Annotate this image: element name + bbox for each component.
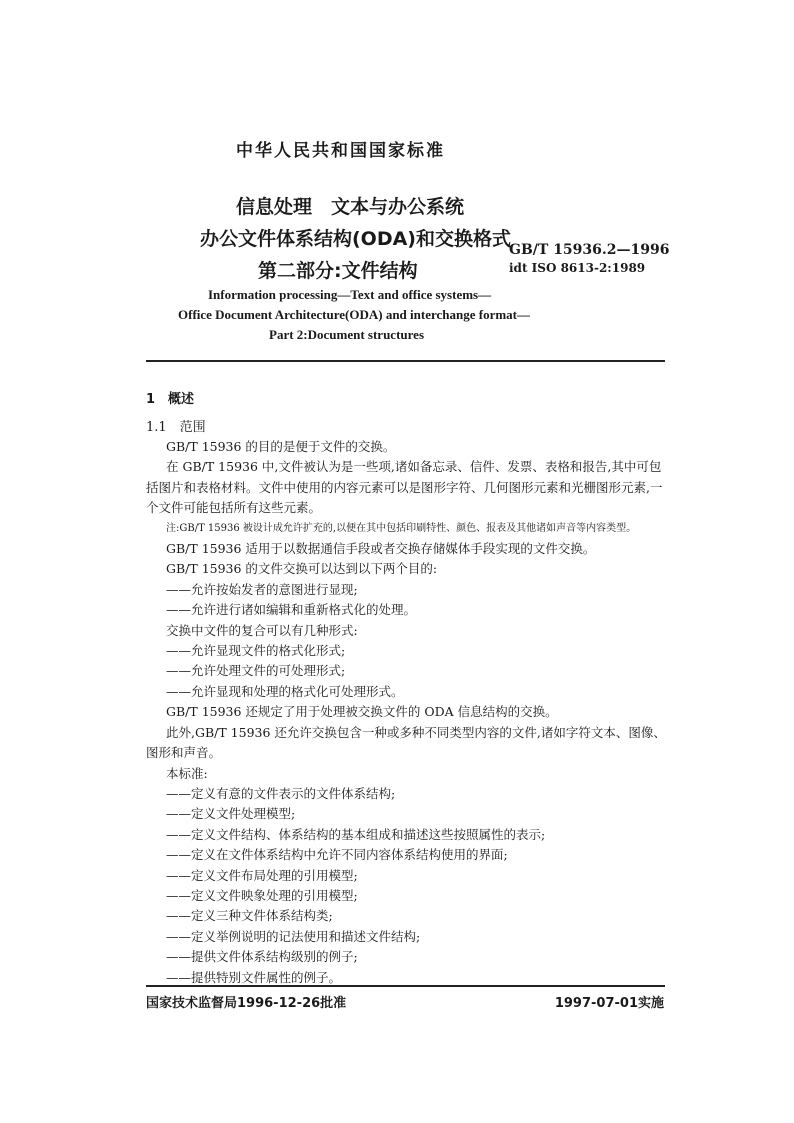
section-heading: 1 概述 [146, 392, 195, 407]
national-standard-label: 中华人民共和国国家标准 [236, 141, 445, 161]
english-title-line-2: Office Document Architecture(ODA) and interchange format— [178, 307, 531, 322]
list-item: ——允许处理文件的可处理形式; [166, 663, 346, 679]
note: 注:GB/T 15936 被设计成允许扩充的,以便在其中包括印刷特性、颜色、报表及其他诸如声音等内容类型。 [166, 522, 637, 534]
paragraph: 交换中文件的复合可以有几种形式: [166, 622, 358, 638]
paragraph: GB/T 15936 还规定了用于处理被交换文件的 ODA 信息结构的交换。 [166, 704, 558, 720]
paragraph: GB/T 15936 的目的是便于文件的交换。 [166, 439, 396, 454]
header-divider [146, 360, 665, 362]
approval-date: 国家技术监督局1996-12-26批准 [146, 996, 347, 1011]
list-item: ——定义文件映象处理的引用模型; [166, 887, 358, 903]
list-item: ——允许进行诸如编辑和重新格式化的处理。 [166, 602, 417, 618]
standard-number: GB/T 15936.2—1996 [509, 242, 670, 258]
list-item: ——允许按始发者的意图进行显现; [166, 581, 358, 597]
english-title-line-3: Part 2:Document structures [269, 327, 424, 342]
body-text [146, 437, 668, 988]
list-item: ——定义文件结构、体系结构的基本组成和描述这些按照属性的表示; [166, 826, 546, 842]
paragraph: GB/T 15936 的文件交换可以达到以下两个目的: [166, 561, 438, 577]
list-item: ——定义有意的文件表示的文件体系结构; [166, 785, 396, 801]
effective-date: 1997-07-01实施 [554, 996, 664, 1011]
list-item: ——允许显现文件的格式化形式; [166, 643, 346, 659]
paragraph: 此外,GB/T 15936 还允许交换包含一种或多种不同类型内容的文件,诸如字符文本、图像、图形和声音。 [146, 724, 666, 761]
paragraph: 本标准: [166, 765, 208, 781]
list-item: ——定义文件处理模型; [166, 806, 296, 822]
list-item: ——允许显现和处理的格式化可处理形式。 [166, 683, 404, 699]
title-line-2: 办公文件体系结构(ODA)和交换格式 [200, 228, 511, 250]
list-item: ——提供特别文件属性的例子。 [166, 969, 342, 985]
footer-divider [146, 985, 665, 987]
list-item: ——定义文件布局处理的引用模型; [166, 867, 358, 883]
idt-reference: idt ISO 8613-2:1989 [509, 261, 646, 275]
paragraph: 在 GB/T 15936 中,文件被认为是一些项,诸如备忘录、信件、发票、表格和报告,其中可包括图片和表格材料。文件中使用的内容元素可以是图形字符、几何图形元素和光栅图形元素,一个文件可能包括所有这些元素。 [146, 459, 663, 516]
list-item: ——定义三种文件体系结构类; [166, 908, 333, 924]
list-item: ——定义举例说明的记法使用和描述文件结构; [166, 928, 421, 944]
title-line-1: 信息处理 文本与办公系统 [236, 196, 465, 218]
paragraph: GB/T 15936 适用于以数据通信手段或者交换存储媒体手段实现的文件交换。 [166, 541, 596, 557]
english-title-line-1: Information processing—Text and office systems— [208, 287, 492, 302]
list-item: ——提供文件体系结构级别的例子; [166, 949, 358, 965]
subsection-heading: 1.1 范围 [146, 420, 206, 435]
title-line-3: 第二部分:文件结构 [258, 260, 418, 282]
list-item: ——定义在文件体系结构中允许不同内容体系结构使用的界面; [166, 847, 508, 863]
